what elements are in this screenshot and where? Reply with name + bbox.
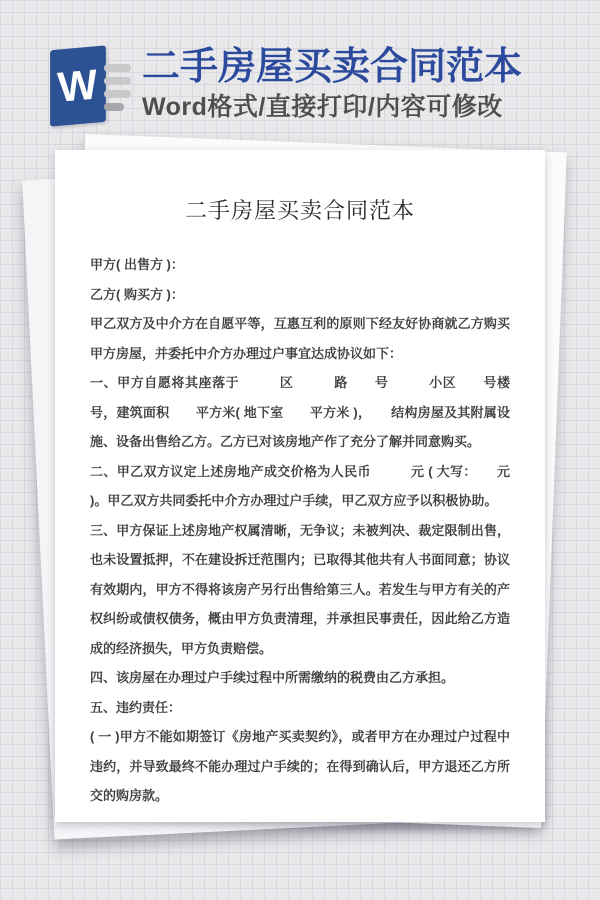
banner-text (142, 44, 582, 123)
contract-paragraph: ( 一 )甲方不能如期签订《房地产买卖契约》，或者甲方在办理过户过程中违约，并导致最终不能办理过户手续的；在得到确认后，甲方退还乙方所交的购房款。 (90, 729, 510, 803)
word-logo-plate (50, 45, 106, 126)
contract-paragraph: 五、违约责任： (90, 699, 182, 715)
contract-paragraph: 甲乙双方及中介方在自愿平等，互惠互利的原则下经友好协商就乙方购买甲方房屋，并委托中介方办理过户事宜达成协议如下： (90, 316, 510, 361)
banner-title: 二手房屋买卖合同范本 (142, 46, 523, 88)
contract-paragraph: 一、甲方自愿将其座落于 区 路 号 小区 号楼 号，建筑面积 平方米( 地下室 平方米 )， 结构房屋及其附属设施、设备出售给乙方。乙方已对该房地产作了充分了解并同意购买。 (90, 375, 537, 449)
contract-title: 二手房屋买卖合同范本 (184, 198, 415, 223)
banner-subtitle: Word格式/直接打印/内容可修改 (142, 93, 503, 121)
contract-paragraph: 三、甲方保证上述房地产权属清晰，无争议；未被判决、裁定限制出售，也未设置抵押，不在建设拆迁范围内；已取得其他共有人书面同意；协议有效期内，甲方不得将该房产另行出售给第三人。若发生与甲方有关的产权纠纷或债权债务，概由甲方负责清理，并承担民事责任，因此给乙方造成的经济损失，甲方负责赔偿。 (90, 522, 510, 656)
word-logo-icon (46, 46, 146, 130)
banner (0, 0, 600, 140)
contract-body (90, 250, 537, 811)
contract-paragraph: 乙方( 购买方 )： (90, 286, 184, 302)
contract-paragraph: 甲方( 出售方 )： (90, 257, 184, 272)
document-lines-icon (104, 64, 131, 116)
word-logo-letter: W (56, 60, 100, 111)
contract-paragraph: 四、该房屋在办理过户手续过程中所需缴纳的税费由乙方承担。 (90, 670, 455, 685)
contract-paragraph: 二、甲乙双方议定上述房地产成交价格为人民币 元 ( 大写： 元 )。甲乙双方共同委托中介方办理过户手续，甲乙双方应予以积极协助。 (90, 463, 510, 508)
contract-page (55, 150, 545, 822)
